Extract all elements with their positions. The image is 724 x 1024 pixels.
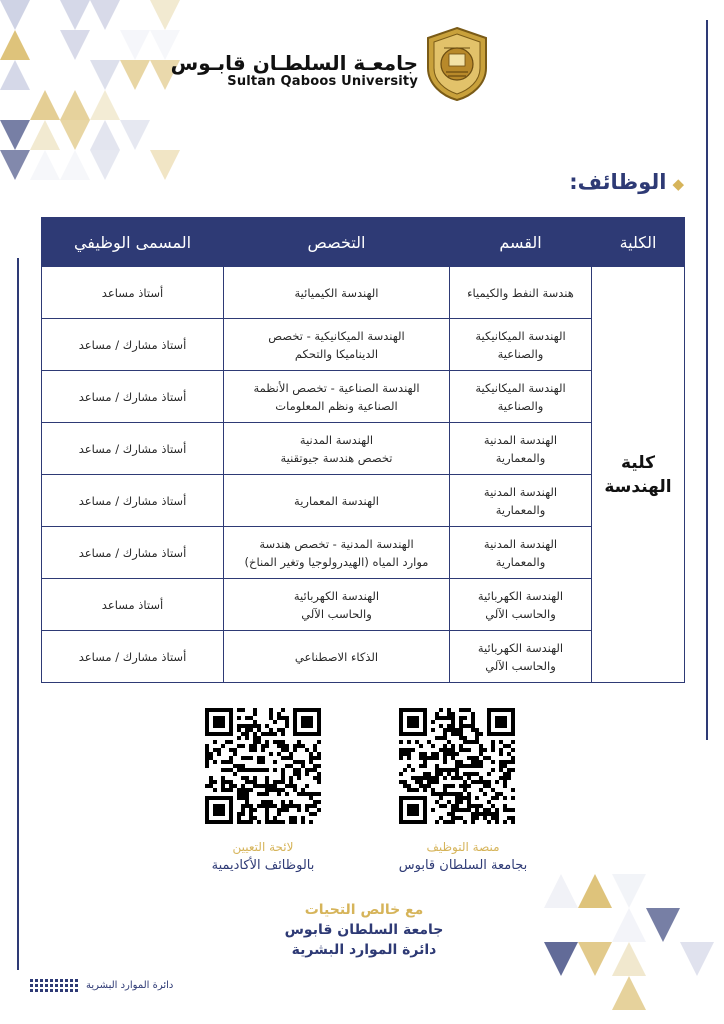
footer-dot: [30, 989, 33, 992]
decorative-triangle: [60, 0, 90, 30]
specialization-cell-line: الصناعية ونظم المعلومات: [275, 398, 398, 413]
specialization-cell-line: الهندسة المدنية - تخصص هندسة: [259, 536, 414, 551]
footer-dot: [50, 989, 53, 992]
specialization-cell: [224, 371, 450, 423]
qr-caption-right: [363, 838, 563, 876]
footer-dot: [75, 984, 78, 987]
college-name-line: كلية: [620, 452, 656, 473]
decorative-triangle: [120, 120, 150, 150]
table-header-row: [42, 218, 685, 267]
footer-dot: [35, 984, 38, 987]
specialization-cell: [224, 527, 450, 579]
department-cell: [450, 579, 592, 631]
regards-line2: جامعة السلطان قابوس: [284, 922, 444, 938]
footer-dot: [60, 989, 63, 992]
footer-dot: [45, 984, 48, 987]
footer-dot: [75, 989, 78, 992]
footer-dot: [65, 979, 68, 982]
footer-dot: [40, 984, 43, 987]
footer-dots-icon: [30, 979, 78, 992]
department-cell: [450, 267, 592, 319]
footer-dot: [40, 989, 43, 992]
footer-dot: [75, 979, 78, 982]
footer-dot: [35, 979, 38, 982]
department-cell-line: الهندسة الكهربائية: [477, 640, 564, 655]
job-title-cell: أستاذ مشارك / مساعد: [42, 371, 224, 423]
footer-dot: [65, 989, 68, 992]
specialization-cell-line: موارد المياه (الهيدرولوجيا وتغير المناخ): [244, 554, 429, 569]
job-title-cell: أستاذ مساعد: [42, 267, 224, 319]
university-crest-icon: [424, 26, 490, 102]
university-name-english: Sultan Qaboos University: [227, 74, 418, 89]
department-cell-line: والصناعية: [497, 398, 544, 413]
table-row: [42, 423, 685, 475]
jobs-table: [41, 217, 685, 683]
decorative-triangle: [646, 908, 680, 942]
table-row: [42, 319, 685, 371]
specialization-cell-line: الذكاء الاصطناعي: [294, 649, 379, 664]
decorative-triangle: [60, 120, 90, 150]
decorative-triangle: [90, 90, 120, 120]
decorative-triangle: [60, 150, 90, 180]
decorative-triangle: [0, 60, 30, 90]
job-title-cell: أستاذ مشارك / مساعد: [42, 527, 224, 579]
footer-dot: [45, 989, 48, 992]
footer-dot: [50, 979, 53, 982]
decorative-triangle: [30, 150, 60, 180]
decorative-triangle: [90, 0, 120, 30]
regards-line1: مع خالص التحيات: [304, 902, 424, 918]
department-cell: [450, 423, 592, 475]
footer-dot: [35, 989, 38, 992]
decorative-triangle: [612, 874, 646, 908]
qr-right-line1: منصة التوظيف: [426, 840, 500, 854]
decorative-triangle: [612, 908, 646, 942]
decorative-triangle: [612, 976, 646, 1010]
decorative-triangle: [90, 150, 120, 180]
qr-left-line1: لائحة التعيين: [232, 840, 294, 854]
department-cell: [450, 475, 592, 527]
footer-dot: [40, 979, 43, 982]
specialization-cell: [224, 475, 450, 527]
table-row: [42, 371, 685, 423]
department-cell-line: الهندسة المدنية: [483, 484, 558, 499]
decorative-triangle: [0, 30, 30, 60]
specialization-cell-line: الديناميكا والتحكم: [294, 346, 379, 361]
department-cell-line: الهندسة المدنية: [483, 432, 558, 447]
decorative-triangle: [120, 30, 150, 60]
decorative-triangle: [680, 942, 714, 976]
decorative-triangle: [150, 150, 180, 180]
specialization-cell-line: الهندسة المدنية: [299, 432, 374, 447]
table-row: [42, 579, 685, 631]
specialization-cell: [224, 319, 450, 371]
specialization-cell-line: والحاسب الآلي: [301, 606, 372, 621]
decorative-triangle: [544, 942, 578, 976]
specialization-cell: [224, 579, 450, 631]
decorative-triangle: [578, 942, 612, 976]
decorative-triangle: [30, 120, 60, 150]
department-cell-line: والمعمارية: [495, 554, 546, 569]
decorative-triangle: [0, 150, 30, 180]
decorative-triangle: [0, 120, 30, 150]
university-logo-text: [171, 52, 418, 90]
section-title: [569, 170, 684, 194]
footer-dot: [65, 984, 68, 987]
specialization-cell-line: تخصص هندسة جيوتقنية: [280, 450, 393, 465]
footer-dot: [70, 989, 73, 992]
table-row: [42, 267, 685, 319]
decorative-triangle: [0, 0, 30, 30]
decorative-triangle: [578, 874, 612, 908]
department-cell: [450, 371, 592, 423]
university-name-arabic: جامعـة السلطـان قابـوس: [170, 51, 418, 75]
specialization-cell-line: الهندسة المعمارية: [294, 493, 379, 508]
college-name-line: الهندسة: [604, 476, 672, 497]
department-cell-line: الهندسة الكهربائية: [477, 588, 564, 603]
table-row: [42, 527, 685, 579]
specialization-cell: [224, 631, 450, 683]
footer-dot: [70, 979, 73, 982]
department-cell: [450, 631, 592, 683]
department-cell: [450, 527, 592, 579]
decorative-triangle: [90, 60, 120, 90]
decorative-triangle: [544, 874, 578, 908]
footer-dot: [30, 984, 33, 987]
qr-right-line2: بجامعة السلطان قابوس: [398, 858, 528, 873]
footer-dot: [55, 984, 58, 987]
left-vertical-line: [17, 258, 19, 970]
header-college: الكلية: [592, 218, 685, 267]
footer-dot: [30, 979, 33, 982]
footer-dot: [70, 984, 73, 987]
footer-dot: [55, 979, 58, 982]
section-title-text: الوظائف:: [569, 170, 667, 194]
footer-dot: [60, 984, 63, 987]
specialization-cell: [224, 267, 450, 319]
header-department: القسم: [450, 218, 592, 267]
header-specialization: التخصص: [224, 218, 450, 267]
job-title-cell: أستاذ مشارك / مساعد: [42, 475, 224, 527]
qr-left-line2: بالوظائف الأكاديمية: [211, 858, 315, 873]
decorative-triangle: [150, 0, 180, 30]
table-row: [42, 475, 685, 527]
college-cell: [592, 267, 685, 683]
qr-code-recruitment-platform[interactable]: [399, 708, 515, 824]
job-title-cell: أستاذ مشارك / مساعد: [42, 319, 224, 371]
footer-dot: [50, 984, 53, 987]
department-cell-line: الهندسة الميكانيكية: [475, 328, 566, 343]
specialization-cell-line: الهندسة الكهربائية: [293, 588, 380, 603]
decorative-triangle: [120, 60, 150, 90]
department-cell-line: والحاسب الآلي: [485, 606, 556, 621]
department-cell-line: والصناعية: [497, 346, 544, 361]
diamond-bullet-icon: ◆: [672, 175, 684, 193]
specialization-cell: [224, 423, 450, 475]
department-cell-line: والحاسب الآلي: [485, 658, 556, 673]
footer-dot: [45, 979, 48, 982]
department-cell-line: الهندسة المدنية: [483, 536, 558, 551]
decorative-triangle: [90, 120, 120, 150]
department-cell-line: هندسة النفط والكيمياء: [467, 285, 574, 300]
footer-dot: [60, 979, 63, 982]
decorative-triangle: [612, 942, 646, 976]
decorative-pattern-bottom-right: [544, 874, 724, 1024]
job-title-cell: أستاذ مساعد: [42, 579, 224, 631]
job-title-cell: أستاذ مشارك / مساعد: [42, 631, 224, 683]
decorative-triangle: [60, 90, 90, 120]
decorative-triangle: [30, 90, 60, 120]
department-cell-line: والمعمارية: [495, 450, 546, 465]
footer-text: دائرة الموارد البشرية: [86, 980, 174, 991]
department-cell-line: الهندسة الميكانيكية: [475, 380, 566, 395]
specialization-cell-line: الهندسة الكيميائية: [294, 285, 379, 300]
decorative-pattern-top-left: [0, 0, 230, 230]
decorative-triangle: [60, 30, 90, 60]
department-cell: [450, 319, 592, 371]
right-vertical-line: [706, 20, 708, 740]
qr-caption-left: [163, 838, 363, 876]
specialization-cell-line: الهندسة الصناعية - تخصص الأنظمة: [253, 380, 420, 395]
regards-line3: دائرة الموارد البشرية: [291, 942, 437, 958]
department-cell-line: والمعمارية: [495, 502, 546, 517]
job-title-cell: أستاذ مشارك / مساعد: [42, 423, 224, 475]
table-row: [42, 631, 685, 683]
qr-code-academic-regulations[interactable]: [205, 708, 321, 824]
specialization-cell-line: الهندسة الميكانيكية - تخصص: [268, 328, 405, 343]
header-job-title: المسمى الوظيفي: [42, 218, 224, 267]
closing-regards: [224, 900, 504, 960]
footer-dot: [55, 989, 58, 992]
footer: [30, 979, 173, 992]
